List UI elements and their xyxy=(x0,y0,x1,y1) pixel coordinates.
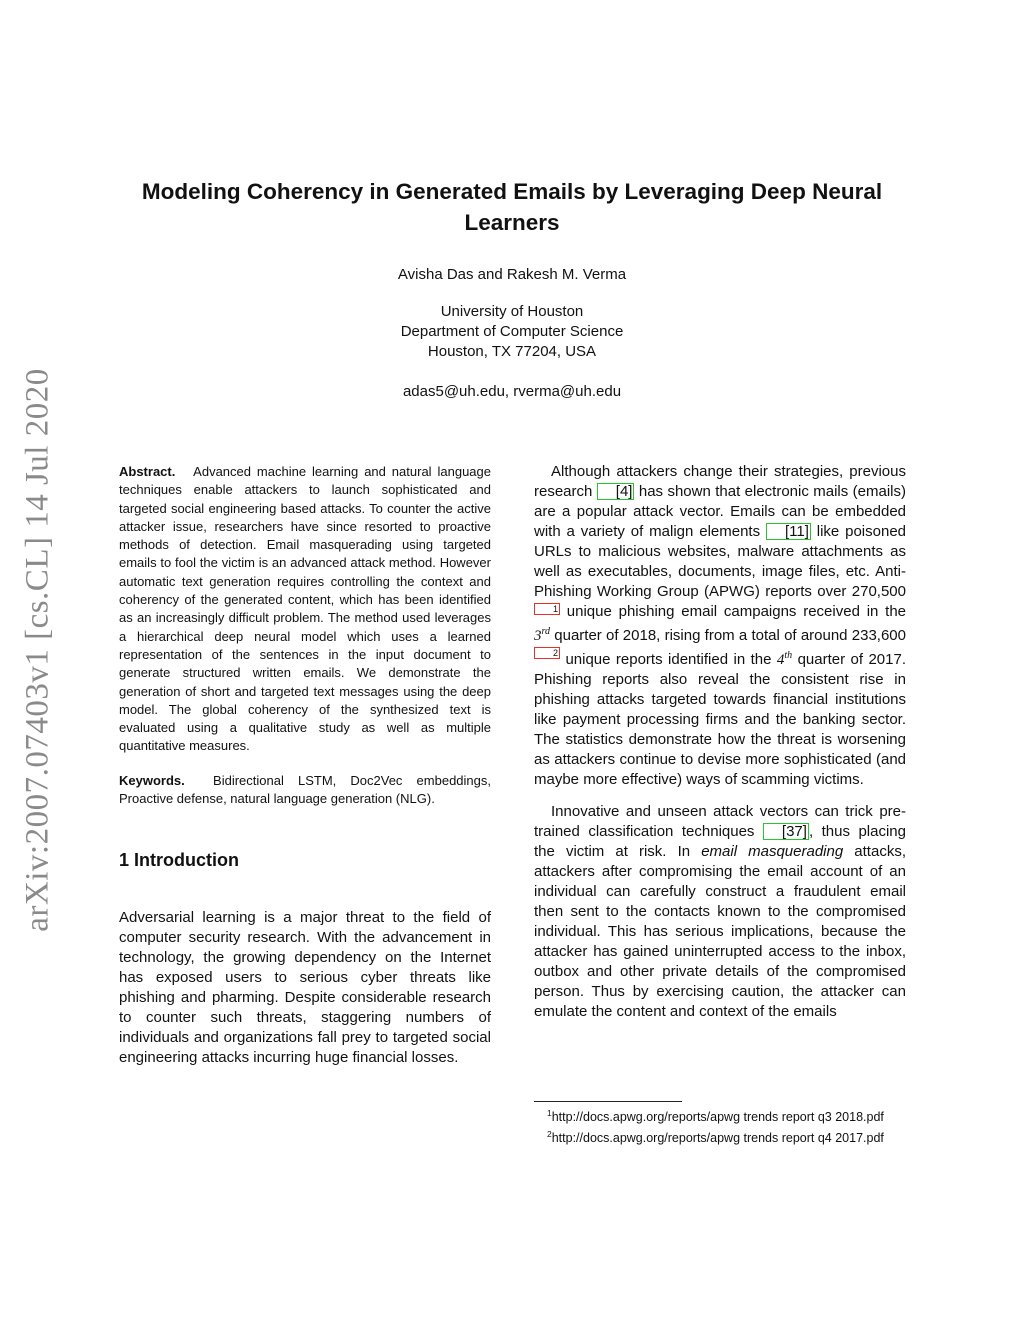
left-column xyxy=(119,463,491,1068)
keywords-label: Keywords. xyxy=(119,772,185,788)
introduction-paragraph: Adversarial learning is a major threat to the field of computer security research. With the advancement in technology, the growing dependency on the Internet has exposed users to serious cyber threats like phishing and pharming. Despite considerable research to counter such threats, staggering numbers of individuals and organizations fall prey to targeted social engineering attacks incurring huge financial losses. xyxy=(119,909,491,1067)
affiliation-address: Houston, TX 77204, USA xyxy=(427,343,597,360)
affiliation-department: Department of Computer Science xyxy=(400,323,624,340)
math-ordinal xyxy=(777,652,792,668)
arxiv-watermark: arXiv:2007.07403v1 [cs.CL] 14 Jul 2020 xyxy=(19,368,56,932)
math-superscript: th xyxy=(784,650,793,661)
keywords xyxy=(119,772,491,809)
text-run: Innovative and unseen attack vectors can trick pre-trained classification techniques xyxy=(534,803,906,840)
citation-link[interactable]: [37] xyxy=(763,823,809,840)
right-column xyxy=(534,462,906,1022)
footnote-item xyxy=(547,1105,884,1126)
citation-link[interactable]: [11] xyxy=(766,523,811,540)
abstract-text: Advanced machine learning and natural language techniques enable attackers to launch sophisticated and targeted social engineering based attacks. To counter the active attacker issue, researchers have since resorted to proactive methods of detection. Email masquerading using targeted emails to fool the victim is an advanced attack method. However automatic text generation requires controlling the context and coherency of the generated content, which has been identified as an increasingly difficult problem. The method used leverages a hierarchical deep neural model which uses a learned representation of the sentences in the input document to generate structured written emails. We demonstrate the generation of short and targeted text messages using the deep model. The global coherency of the synthesized text is evaluated using a qualitative study as well as multiple quantitative measures. xyxy=(119,464,491,754)
footnote-link[interactable]: 2 xyxy=(534,647,560,659)
abstract-label: Abstract. xyxy=(119,464,176,479)
paper-title: Modeling Coherency in Generated Emails by Leveraging Deep Neural Learners xyxy=(141,179,883,235)
abstract xyxy=(119,463,491,756)
math-base: 4 xyxy=(776,652,785,668)
text-run: unique reports identified in the xyxy=(560,651,777,668)
math-superscript: rd xyxy=(541,626,551,637)
body-paragraph-1 xyxy=(534,462,906,790)
emphasis-term: email masquerading xyxy=(701,843,844,860)
authors: Avisha Das and Rakesh M. Verma xyxy=(397,266,627,283)
math-ordinal xyxy=(534,628,550,644)
citation-link[interactable]: [4] xyxy=(597,483,635,500)
text-run: has shown that electronic mails (emails) are a popular attack vector. Emails can be embedded with a variety of malign elements xyxy=(534,483,907,540)
text-run: Although attackers change their strategies, previous research xyxy=(534,463,906,500)
author-emails: adas5@uh.edu, rverma@uh.edu xyxy=(402,383,622,400)
keywords-text: Bidirectional LSTM, Doc2Vec embeddings, Proactive defense, natural language generation (NLG). xyxy=(119,772,492,807)
footnote-mark: 2 xyxy=(547,1129,552,1140)
text-run: , thus placing the victim at risk. In xyxy=(534,823,906,860)
text-run: quarter of 2018, rising from a total of around 233,600 xyxy=(550,627,906,644)
footnote-item xyxy=(547,1126,884,1147)
footnote-url[interactable]: http://docs.apwg.org/reports/apwg trends report q4 2017.pdf xyxy=(551,1131,884,1146)
footnote-link[interactable]: 1 xyxy=(534,603,560,615)
footnotes xyxy=(547,1105,884,1147)
text-run: unique phishing email campaigns received in the xyxy=(560,603,906,620)
affiliation xyxy=(110,302,914,362)
section-heading-introduction: 1 Introduction xyxy=(119,850,239,871)
footnote-mark: 1 xyxy=(547,1108,552,1118)
body-paragraph-2 xyxy=(534,802,906,1022)
text-run: like poisoned URLs to malicious websites, malware attachments as well as executables, documents, image files, etc. Anti-Phishing Working Group (APWG) reports over 270,500 xyxy=(534,523,907,600)
text-run: quarter of 2017. Phishing reports also reveal the consistent rise in phishing attacks targeted towards financial institutions like payment processing firms and the banking sector. The statistics demonstrate how the threat is worsening as attackers continue to devise more sophisticated (and maybe more effective) ways of scamming victims. xyxy=(534,651,907,788)
math-base: 3 xyxy=(534,628,542,644)
text-run: attacks, attackers after compromising the email account of an individual can carefully construct a fraudulent email then sent to the contacts known to the compromised individual. This has serious implications, because the attacker has gained uninterrupted access to the inbox, outbox and other private details of the compromised person. Thus by exercising caution, the attacker can emulate the content and context of the emails xyxy=(534,843,906,1020)
footnote-url[interactable]: http://docs.apwg.org/reports/apwg trends report q3 2018.pdf xyxy=(551,1110,884,1125)
footnote-divider xyxy=(534,1101,682,1102)
affiliation-university: University of Houston xyxy=(440,303,584,320)
